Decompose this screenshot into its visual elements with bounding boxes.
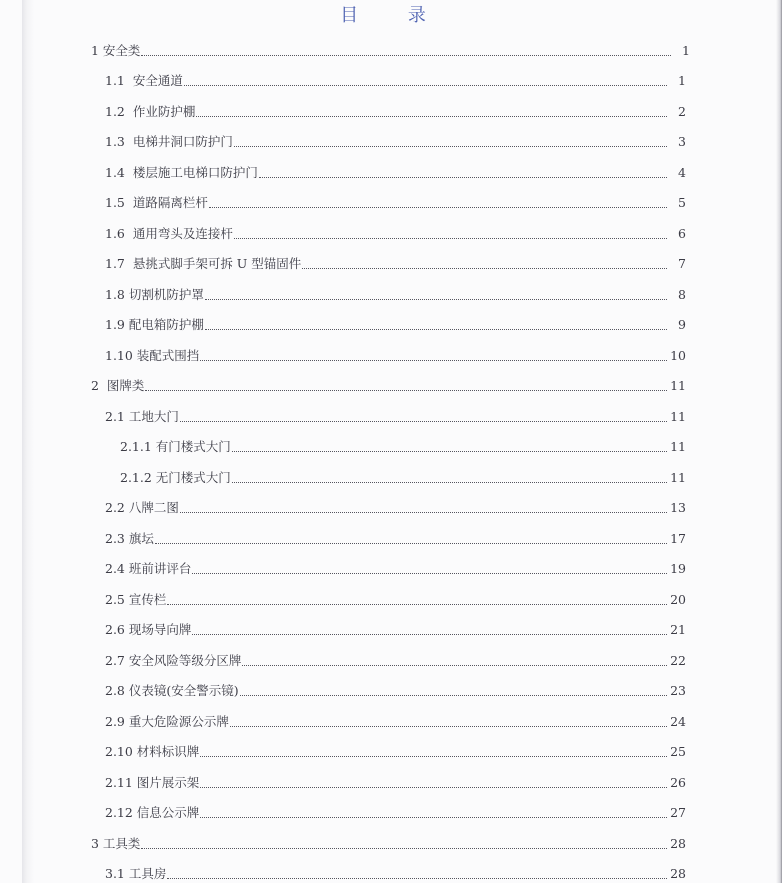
toc-entry-label: 1.6 通用弯头及连接杆	[105, 225, 233, 241]
toc-dot-leader	[205, 299, 667, 300]
toc-dot-leader	[259, 177, 667, 178]
toc-dot-leader	[209, 207, 667, 208]
toc-dot-leader	[145, 390, 667, 391]
toc-entry-label: 1.3 电梯井洞口防护门	[105, 134, 233, 149]
toc-entry-label: 2.7 安全风险等级分区牌	[105, 652, 242, 668]
toc-entry-2-1[interactable]	[0, 399, 782, 430]
toc-entry-2-6[interactable]	[0, 613, 782, 644]
toc-page-number: 13	[670, 500, 686, 515]
toc-entry-label: 1.7 悬挑式脚手架可拆 U 型锚固件	[105, 256, 302, 271]
toc-page-number: 27	[670, 805, 686, 820]
toc-entry-1-6[interactable]	[0, 216, 782, 247]
toc-page-number: 7	[678, 256, 686, 271]
toc-page-number: 6	[678, 225, 686, 241]
toc-entry-3-1[interactable]	[0, 857, 782, 883]
toc-page-number: 11	[670, 408, 686, 424]
toc-entry-2-5[interactable]	[0, 582, 782, 613]
toc-entry-1-3[interactable]	[0, 125, 782, 156]
toc-dot-leader	[205, 329, 667, 330]
toc-page-number: 26	[670, 774, 686, 790]
toc-entry-label: 2 图牌类	[91, 378, 145, 393]
toc-dot-leader	[184, 85, 667, 86]
toc-page-number: 20	[670, 591, 686, 607]
toc-entry-1-2[interactable]	[0, 94, 782, 125]
toc-entry-2-9[interactable]	[0, 704, 782, 735]
toc-entry-label: 2.10 材料标识牌	[105, 744, 200, 759]
toc-entry-label: 3.1 工具房	[105, 866, 167, 881]
toc-entry-label: 2.3 旗坛	[105, 530, 154, 546]
toc-dot-leader	[242, 665, 667, 666]
toc-page-number: 28	[670, 866, 686, 881]
toc-entry-2-2[interactable]	[0, 491, 782, 522]
toc-entry-1-4[interactable]	[0, 155, 782, 186]
toc-page-number: 11	[670, 439, 686, 454]
toc-entry-2-11[interactable]	[0, 765, 782, 796]
toc-entry-label: 1.2 作业防护棚	[105, 103, 196, 119]
toc-entry-2[interactable]	[0, 369, 782, 400]
toc-dot-leader	[234, 146, 667, 147]
toc-entry-1-5[interactable]	[0, 186, 782, 217]
toc-page-number: 1	[678, 73, 686, 88]
toc-page-number: 5	[678, 195, 686, 210]
toc-entry-label: 1.4 楼层施工电梯口防护门	[105, 164, 258, 180]
toc-entry-label: 1.1 安全通道	[105, 73, 183, 88]
toc-dot-leader	[180, 421, 667, 422]
toc-entry-2-1-1[interactable]	[0, 430, 782, 461]
toc-entry-2-1-2[interactable]	[0, 460, 782, 491]
toc-entry-2-10[interactable]	[0, 735, 782, 766]
toc-dot-leader	[200, 817, 667, 818]
toc-page-number: 11	[670, 469, 686, 485]
toc-entry-label: 2.6 现场导向牌	[105, 622, 192, 637]
toc-dot-leader	[230, 726, 667, 727]
toc-page-number: 2	[678, 103, 686, 119]
toc-entry-label: 2.1.2 无门楼式大门	[120, 469, 231, 485]
toc-dot-leader	[192, 634, 667, 635]
toc-entry-label: 2.8 仪表镜(安全警示镜)	[105, 683, 239, 698]
toc-entry-2-7[interactable]	[0, 643, 782, 674]
toc-page-number: 28	[670, 835, 686, 851]
toc-entry-label: 2.4 班前讲评台	[105, 561, 192, 576]
toc-page-number: 4	[678, 164, 686, 180]
toc-page-number: 25	[670, 744, 686, 759]
toc-dot-leader	[240, 695, 667, 696]
toc-dot-leader	[200, 360, 667, 361]
toc-page-number: 11	[670, 378, 686, 393]
toc-entry-1-9[interactable]	[0, 308, 782, 339]
toc-entry-label: 2.9 重大危险源公示牌	[105, 713, 229, 729]
toc-dot-leader	[234, 238, 667, 239]
toc-entry-label: 2.1.1 有门楼式大门	[120, 439, 231, 454]
toc-dot-leader	[155, 543, 667, 544]
toc-entry-label: 3 工具类	[91, 835, 141, 851]
toc-entry-1-8[interactable]	[0, 277, 782, 308]
toc-entry-label: 1.8 切割机防护罩	[105, 286, 204, 302]
toc-page-number: 23	[670, 683, 686, 698]
toc-entry-1-7[interactable]	[0, 247, 782, 278]
toc-entry-1-10[interactable]	[0, 338, 782, 369]
toc-page-number: 19	[670, 561, 686, 576]
toc-entry-label: 2.12 信息公示牌	[105, 805, 200, 820]
toc-entry-2-4[interactable]	[0, 552, 782, 583]
toc-page-number: 24	[670, 713, 686, 729]
toc-page-number: 8	[678, 286, 686, 302]
toc-entry-label: 1 安全类	[91, 42, 141, 58]
toc-dot-leader	[192, 573, 667, 574]
toc-page-number: 21	[670, 622, 686, 637]
toc-entry-label: 2.1 工地大门	[105, 408, 179, 424]
toc-dot-leader	[141, 55, 671, 56]
toc-page-number: 1	[682, 42, 690, 58]
page-title: 目 录	[340, 5, 448, 26]
toc-dot-leader	[200, 787, 667, 788]
toc-entry-label: 1.9 配电箱防护棚	[105, 317, 204, 332]
table-of-contents	[0, 33, 782, 883]
toc-page-number: 3	[678, 134, 686, 149]
toc-page-number: 9	[678, 317, 686, 332]
toc-entry-1-1[interactable]	[0, 64, 782, 95]
toc-entry-1[interactable]	[0, 33, 782, 64]
toc-entry-2-8[interactable]	[0, 674, 782, 705]
toc-dot-leader	[200, 756, 667, 757]
toc-entry-3[interactable]	[0, 826, 782, 857]
toc-entry-label: 2.5 宣传栏	[105, 591, 167, 607]
toc-dot-leader	[302, 268, 667, 269]
toc-dot-leader	[167, 878, 667, 879]
toc-entry-label: 1.5 道路隔离栏杆	[105, 195, 208, 210]
toc-entry-2-3[interactable]	[0, 521, 782, 552]
toc-page-number: 22	[670, 652, 686, 668]
toc-page-number: 10	[670, 347, 686, 363]
toc-entry-2-12[interactable]	[0, 796, 782, 827]
toc-dot-leader	[196, 116, 667, 117]
toc-dot-leader	[167, 604, 667, 605]
toc-dot-leader	[141, 848, 667, 849]
toc-entry-label: 1.10 装配式围挡	[105, 347, 200, 363]
toc-entry-label: 2.2 八牌二图	[105, 500, 179, 515]
toc-dot-leader	[180, 512, 667, 513]
toc-entry-label: 2.11 图片展示架	[105, 774, 200, 790]
toc-dot-leader	[232, 482, 667, 483]
toc-page-number: 17	[670, 530, 686, 546]
toc-dot-leader	[232, 451, 667, 452]
